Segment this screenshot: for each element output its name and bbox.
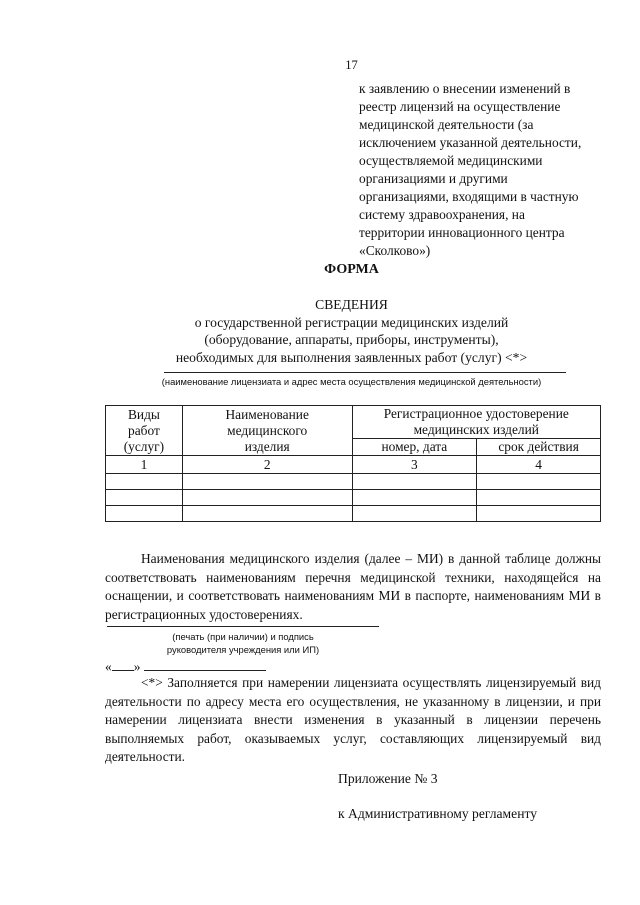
header-work-types: Виды работ (услуг) bbox=[106, 406, 183, 456]
column-number: 4 bbox=[477, 456, 601, 474]
annex-line: к заявлению о внесении изменений в bbox=[359, 81, 571, 96]
table-row bbox=[106, 490, 601, 506]
appendix-label: Приложение № 3 bbox=[338, 771, 438, 786]
svedeniya-line: о государственной регистрации медицинских изделий bbox=[194, 314, 509, 330]
date-close-quote: » bbox=[133, 659, 141, 674]
licensee-caption: (наименование лицензиата и адрес места осуществления медицинской деятельности) bbox=[161, 376, 542, 387]
column-number: 1 bbox=[106, 456, 183, 474]
column-number: 2 bbox=[182, 456, 352, 474]
annex-line: медицинской деятельности (за bbox=[359, 117, 534, 132]
header-registration-certificate: Регистрационное удостоверение медицинских изделий bbox=[352, 406, 600, 439]
appendix-reference: к Административному регламенту bbox=[338, 806, 538, 821]
annex-line: «Сколково») bbox=[359, 243, 431, 258]
annex-line: осуществляемой медицинскими bbox=[359, 153, 543, 168]
header-validity-period: срок действия bbox=[477, 439, 601, 456]
page-number: 17 bbox=[345, 58, 358, 72]
svedeniya-line: (оборудование, аппараты, приборы, инструменты), bbox=[204, 332, 499, 347]
signature-caption: (печать (при наличии) и подпись руководителя учреждения или ИП) bbox=[166, 631, 320, 655]
annex-line: организациями, входящими в частную bbox=[359, 189, 579, 204]
svedeniya-line: необходимых для выполнения заявленных работ (услуг) <*> bbox=[175, 349, 528, 365]
annex-line: реестр лицензий на осуществление bbox=[359, 99, 561, 114]
annex-line: исключением указанной деятельности, bbox=[359, 135, 582, 150]
date-open-quote: « bbox=[105, 659, 112, 674]
table-row bbox=[106, 506, 601, 522]
table-row bbox=[106, 474, 601, 490]
annex-line: организациями и другими bbox=[359, 171, 508, 186]
note-paragraph: Наименования медицинского изделия (далее – МИ) в данной таблице должны соответствовать наименованиям перечня медицинской техники, находящейся на оснащении, и соответствовать наименованиям МИ в паспорте, наименованиям МИ в регистрационных удостоверениях. bbox=[105, 551, 601, 622]
licensee-fill-line bbox=[164, 372, 566, 373]
form-title: ФОРМА bbox=[324, 262, 379, 277]
svedeniya-title: СВЕДЕНИЯ bbox=[315, 297, 388, 312]
table-row bbox=[106, 456, 601, 474]
medical-devices-table bbox=[105, 405, 601, 522]
month-year-blank bbox=[144, 657, 266, 671]
day-blank bbox=[112, 657, 134, 671]
signature-line bbox=[107, 626, 379, 627]
column-number: 3 bbox=[352, 456, 477, 474]
annex-line: территории инновационного центра bbox=[359, 225, 565, 240]
footnote: <*> Заполняется при намерении лицензиата осуществлять лицензируемый вид деятельности по адресу места его осуществления, не указанному в лицензии, и при намерении лицензиата внести изменения в указанный в лицензии перечень выполняемых работ, оказываемых услуг, составляющих лицензируемый вид деятельности. bbox=[105, 675, 601, 764]
annex-line: систему здравоохранения, на bbox=[359, 207, 525, 222]
date-field bbox=[105, 657, 266, 675]
header-device-name: Наименование медицинского изделия bbox=[182, 406, 352, 456]
annex-reference bbox=[359, 80, 629, 260]
svedeniya-heading bbox=[0, 296, 640, 366]
header-number-date: номер, дата bbox=[352, 439, 477, 456]
